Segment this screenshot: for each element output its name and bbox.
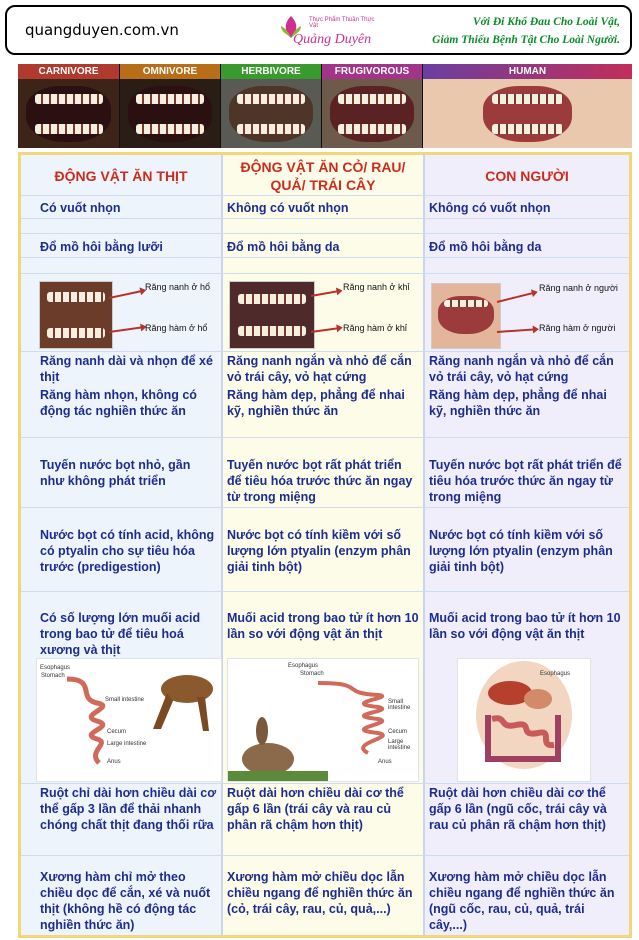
diagram-label: Esophagus: [40, 665, 71, 671]
slogan: [432, 13, 620, 49]
human-mouth-image: [483, 86, 572, 142]
diagram-label: Large intestine: [107, 741, 147, 747]
cell-acid-human: Muối acid trong bao tử ít hơn 10 lần so với động vật ăn thịt: [429, 611, 621, 641]
cell-saliva-herbivore: Nước bọt có tính kiềm với số lượng lớn ptyalin (enzym phân giải tinh bột): [227, 528, 411, 574]
cell-canine-human: Răng nanh ngắn và nhỏ để cắn vỏ trái cây, vỏ hạt cứng: [429, 354, 614, 384]
diagram-label: Large intestine: [388, 739, 411, 751]
diagram-label: Stomach: [300, 671, 324, 677]
monkey-teeth-image: [229, 281, 315, 349]
cell-glands-human: Tuyến nước bọt rất phát triển để tiêu hóa trước thức ăn ngay từ trong miệng: [429, 458, 622, 504]
site-url[interactable]: quangduyen.com.vn: [25, 21, 179, 39]
diagram-label: Cecum: [388, 729, 408, 735]
diagram-label: Stomach: [41, 673, 65, 679]
banner-label: CARNIVORE: [18, 64, 119, 79]
diagram-label: Anus: [107, 759, 121, 765]
diagram-label: Esophagus: [540, 671, 571, 677]
cell-sweat-carnivore: Đổ mồ hôi bằng lưỡi: [40, 240, 163, 254]
comparison-table: [18, 152, 632, 938]
cell-molar-herbivore: Răng hàm dẹp, phẳng để nhai kỹ, nghiền thức ăn: [227, 388, 405, 418]
cell-canine-herbivore: Răng nanh ngắn và nhỏ để cắn vỏ trái cây, vỏ hạt cứng: [227, 354, 412, 384]
diagram-label: Esophagus: [288, 663, 319, 669]
label-monkey-molar: Răng hàm ở khỉ: [343, 323, 407, 333]
cell-sweat-human: Đổ mồ hôi bằng da: [429, 240, 542, 254]
slogan-line-2: Giảm Thiểu Bệnh Tật Cho Loài Người.: [432, 34, 620, 46]
cell-saliva-carnivore: Nước bọt có tính acid, không có ptyalin cho sự tiêu hóa trước (predigestion): [40, 528, 215, 574]
banner-omnivore: [120, 64, 220, 148]
cell-intestine-carnivore: Ruột chỉ dài hơn chiều dài cơ thể gấp 3 lần để thải nhanh chóng chất thịt đang thối rữa: [40, 786, 217, 832]
cell-jaw-herbivore: Xương hàm mở chiều dọc lẫn chiều ngang để nghiền thức ăn (cỏ, trái cây, rau, củ, quả,...): [227, 870, 413, 916]
cell-claws-human: Không có vuốt nhọn: [429, 201, 551, 215]
cell-jaw-human: Xương hàm mở chiều dọc lẫn chiều ngang để nghiền thức ăn (ngũ cốc, rau, củ, quả, trái cây,...): [429, 870, 615, 932]
tiger-teeth-image: [39, 281, 113, 349]
banner-carnivore: [18, 64, 119, 148]
diet-banner: [18, 64, 632, 148]
cell-intestine-human: Ruột dài hơn chiều dài cơ thể gấp 6 lần (ngũ cốc, trái cây và rau củ phân rã chậm hơn thịt): [429, 786, 607, 832]
label-tiger-molar: Răng hàm ở hổ: [145, 323, 208, 333]
diagram-label: Anus: [378, 759, 392, 765]
cell-intestine-herbivore: Ruột dài hơn chiều dài cơ thể gấp 6 lần (trái cây và rau củ phân rã chậm hơn thịt): [227, 786, 404, 832]
herbivore-digestive-diagram: [227, 658, 419, 782]
carnivore-digestive-diagram: [36, 658, 222, 782]
banner-label: OMNIVORE: [120, 64, 220, 79]
header-herbivore: ĐỘNG VẬT ĂN CỎ/ RAU/ QUẢ/ TRÁI CÂY: [240, 159, 406, 193]
label-human-molar: Răng hàm ở người: [539, 323, 616, 333]
cell-canine-carnivore: Răng nanh dài và nhọn để xé thịt: [40, 354, 213, 384]
cell-claws-herbivore: Không có vuốt nhọn: [227, 201, 349, 215]
diagram-label: Small intestine: [388, 699, 411, 711]
diagram-label: Cecum: [107, 729, 127, 735]
cell-glands-herbivore: Tuyến nước bọt rất phát triển để tiêu hóa trước thức ăn ngay từ trong miệng: [227, 458, 413, 504]
tiger-mouth-image: [26, 86, 111, 142]
banner-label: FRUGIVOROUS: [322, 64, 422, 79]
logo-brand-name: Quảng Duyên: [293, 32, 372, 47]
cell-acid-herbivore: Muối acid trong bao tử ít hơn 10 lần so với động vật ăn thịt: [227, 611, 419, 641]
banner-label: HERBIVORE: [221, 64, 321, 79]
horse-mouth-image: [229, 86, 313, 142]
cell-glands-carnivore: Tuyến nước bọt nhỏ, gần như không phát triển: [40, 458, 191, 488]
ape-mouth-image: [330, 86, 414, 142]
logo-tagline: Thực Phẩm Thuần Thực Vật: [309, 17, 375, 29]
intestine-illustration: [458, 659, 590, 781]
header-human: CON NGƯỜI: [485, 168, 569, 184]
header-carnivore: ĐỘNG VẬT ĂN THỊT: [54, 168, 188, 184]
cell-molar-human: Răng hàm dẹp, phẳng để nhai kỹ, nghiền thức ăn: [429, 388, 607, 418]
cell-jaw-carnivore: Xương hàm chỉ mở theo chiều dọc để cắn, xé và nuốt thịt (không hề có động tác nghiền thức ăn): [40, 870, 211, 932]
diagram-label: Small intestine: [105, 697, 145, 703]
slogan-line-1: Với Đi Khổ Đau Cho Loài Vật,: [472, 16, 620, 28]
cell-molar-carnivore: Răng hàm nhọn, không có động tác nghiền thức ăn: [40, 388, 197, 418]
bear-mouth-image: [128, 86, 212, 142]
cell-sweat-herbivore: Đổ mồ hôi bằng da: [227, 240, 340, 254]
label-tiger-canine: Răng nanh ở hổ: [145, 282, 210, 292]
banner-human: [423, 64, 632, 148]
label-human-canine: Răng nanh ở người: [539, 283, 618, 293]
cell-acid-carnivore: Có số lượng lớn muối acid trong bao tử để tiêu hoá xương và thịt: [40, 611, 201, 657]
human-teeth-image: [431, 283, 501, 349]
banner-herbivore: [221, 64, 321, 148]
banner-label: HUMAN: [423, 64, 632, 79]
human-digestive-diagram: [457, 658, 591, 782]
brand-logo[interactable]: [279, 12, 379, 52]
cell-claws-carnivore: Có vuốt nhọn: [40, 201, 121, 215]
cell-saliva-human: Nước bọt có tính kiềm với số lượng lớn ptyalin (enzym phân giải tinh bột): [429, 528, 613, 574]
site-header: [5, 5, 632, 55]
label-monkey-canine: Răng nanh ở khỉ: [343, 282, 410, 292]
banner-frugivorous: [322, 64, 422, 148]
